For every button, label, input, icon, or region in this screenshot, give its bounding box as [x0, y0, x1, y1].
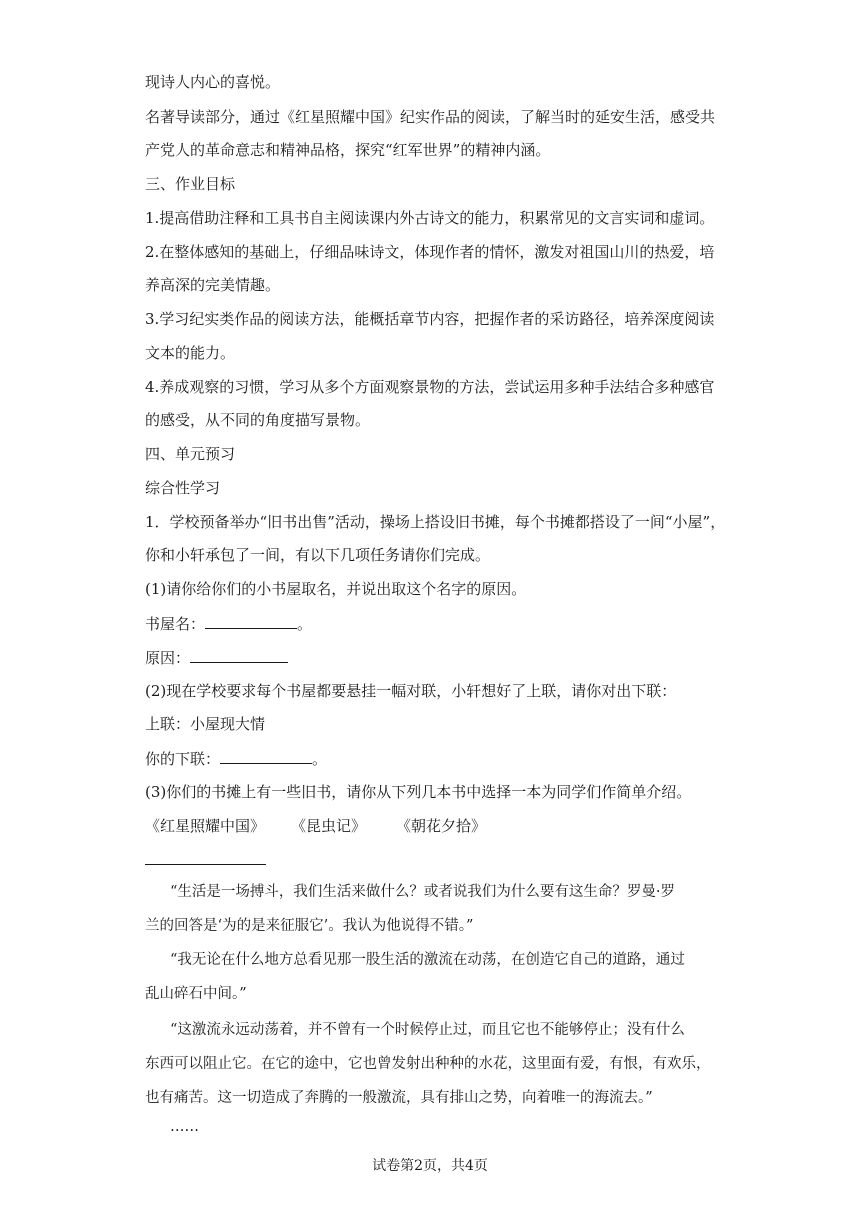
text-line: 产党人的革命意志和精神品格，探究“红军世界”的精神内涵。	[145, 141, 551, 159]
section-heading: 四、单元预习	[145, 445, 236, 463]
shop-name-blank[interactable]	[205, 613, 297, 629]
goal-item: 1.提高借助注释和工具书自主阅读课内外古诗文的能力，积累常见的文言实词和虚词。	[145, 209, 715, 227]
quote-paragraph-cont: 也有痛苦。这一切造成了奔腾的一般激流，具有排山之势，向着唯一的海流去。”	[145, 1090, 653, 1106]
goal-item: 2.在整体感知的基础上，仔细品味诗文，体现作者的情怀，激发对祖国山川的热爱，培	[145, 243, 715, 261]
shop-name-end: 。	[297, 615, 313, 633]
goal-item-cont: 文本的能力。	[145, 344, 236, 362]
lower-couplet-blank[interactable]	[220, 748, 312, 764]
page-footer: 试卷第2页，共4页	[372, 1158, 488, 1174]
shop-name-row	[145, 613, 312, 634]
goal-item-cont: 的感受，从不同的角度描写景物。	[145, 411, 371, 429]
sub-question: (1)请你给你们的小书屋取名，并说出取这个名字的原因。	[145, 580, 527, 598]
text-line: 现诗人内心的喜悦。	[145, 73, 281, 91]
goal-item-cont: 养高深的完美情趣。	[145, 276, 281, 294]
quote-paragraph: “我无论在什么地方总看见那一股生活的激流在动荡，在创造它自己的道路，通过	[170, 952, 685, 968]
upper-couplet: 上联：小屋现大情	[145, 715, 266, 733]
goal-item: 3.学习纪实类作品的阅读方法，能概括章节内容，把握作者的采访路径，培养深度阅读	[145, 310, 715, 328]
reason-row	[145, 647, 288, 668]
reason-label: 原因：	[145, 649, 191, 667]
reason-blank[interactable]	[190, 647, 288, 663]
quote-paragraph: “生活是一场搏斗，我们生活来做什么？或者说我们为什么要有这生命？罗曼·罗	[170, 884, 676, 900]
quote-paragraph: “这激流永远动荡着，并不曾有一个时候停止过，而且它也不能够停止；没有什么	[170, 1022, 685, 1038]
subsection-heading: 综合性学习	[145, 479, 221, 497]
quote-ellipsis: ……	[170, 1119, 199, 1135]
shop-name-label: 书屋名：	[145, 615, 206, 633]
lower-couplet-row	[145, 748, 327, 769]
quote-paragraph-cont: 乱山碎石中间。”	[145, 986, 247, 1002]
question-text: 1．学校预备举办“旧书出售”活动，操场上搭设旧书摊，每个书摊都搭设了一间“小屋”，	[145, 513, 726, 531]
lower-couplet-end: 。	[312, 750, 328, 768]
lower-couplet-label: 你的下联：	[145, 750, 221, 768]
book-list	[145, 816, 486, 836]
goal-item: 4.养成观察的习惯，学习从多个方面观察景物的方法，尝试运用多种手法结合多种感官	[145, 378, 715, 396]
quote-paragraph-cont: 兰的回答是‘为的是来征服它’。我认为他说得不错。”	[145, 918, 474, 934]
book-title: 《红星照耀中国》	[145, 817, 266, 835]
answer-line[interactable]	[145, 864, 266, 865]
book-title: 《朝花夕拾》	[396, 817, 487, 835]
book-title: 《昆虫记》	[291, 817, 367, 835]
sub-question: (3)你们的书摊上有一些旧书，请你从下列几本书中选择一本为同学们作简单介绍。	[145, 783, 692, 801]
quote-paragraph-cont: 东西可以阻止它。在它的途中，它也曾发射出种种的水花，这里面有爱，有恨，有欢乐，	[145, 1056, 711, 1072]
question-text: 你和小轩承包了一间，有以下几项任务请你们完成。	[145, 546, 491, 564]
text-line: 名著导读部分，通过《红星照耀中国》纪实作品的阅读，了解当时的延安生活，感受共	[145, 108, 716, 126]
section-heading: 三、作业目标	[145, 175, 236, 193]
sub-question: (2)现在学校要求每个书屋都要悬挂一幅对联，小轩想好了上联，请你对出下联：	[145, 682, 677, 700]
